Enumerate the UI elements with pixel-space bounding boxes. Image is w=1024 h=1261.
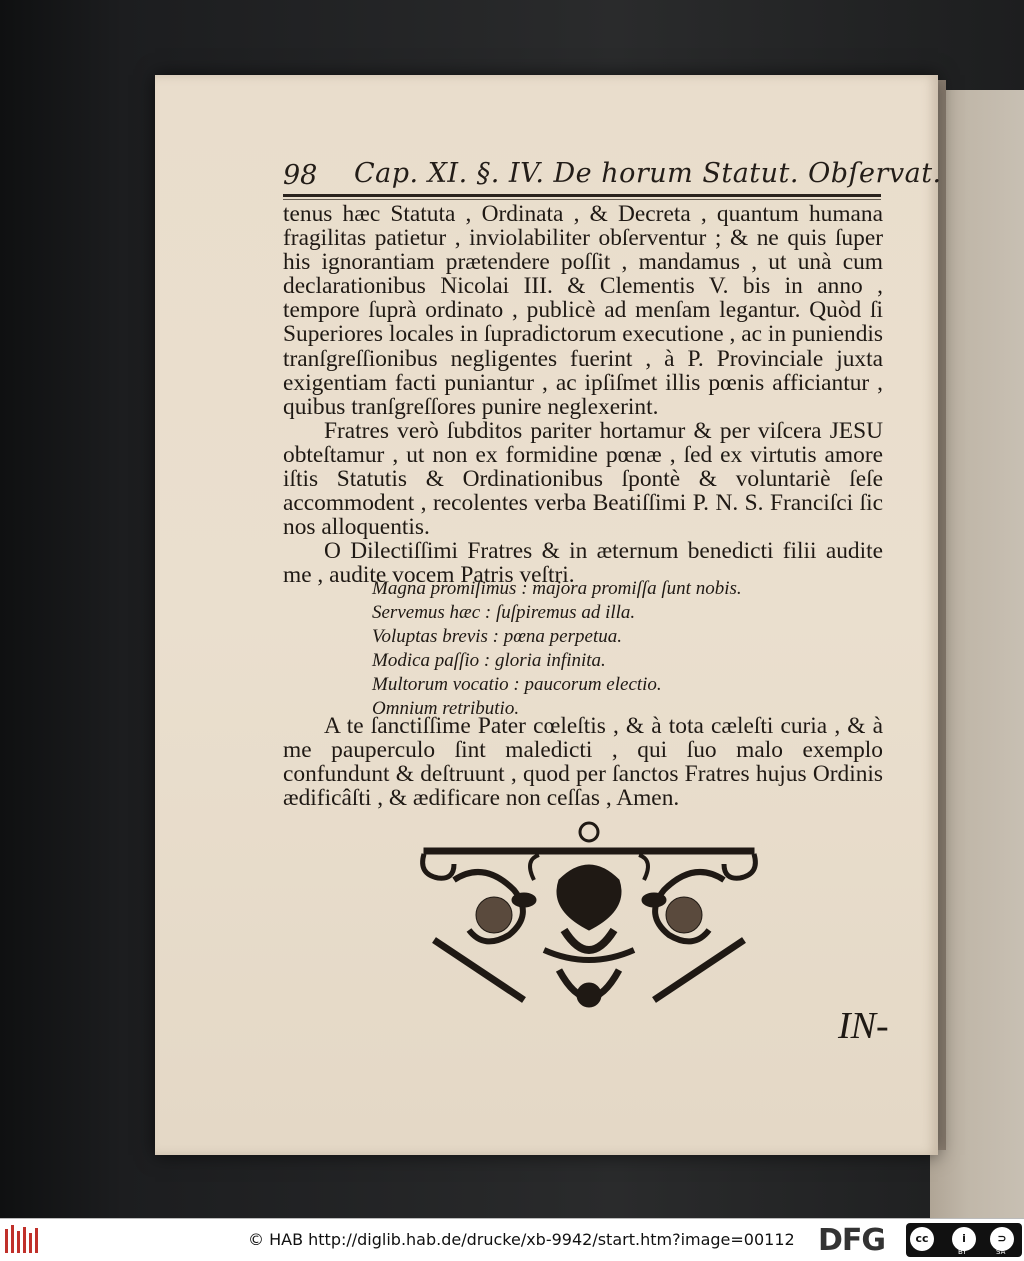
license-badge[interactable] (906, 1223, 1022, 1257)
tailpiece-ornament (414, 820, 764, 1030)
running-head: Cap. XI. §. IV. De horum Statut. Obſervat. (354, 158, 942, 189)
cc-icon: cc (910, 1227, 934, 1251)
header-rule-thin (283, 199, 881, 200)
verse-line: Modica paſſio : gloria infinita. (372, 650, 606, 671)
paragraph: tenus hæc Statuta , Ordinata , & Decreta , quantum humana fragilitas patietur , inviolabiliter obſerventur ; & ne quis ſuper his ignorantiam prætendere poſſit , mandamus , ut unà cum declarationibus Nicolai III. & Clementis V. bis in anno , tempore ſuprà ordinato , publicè ad menſam legantur. Quòd ſi Superiores locales in ſupradictorum executione , ac in puniendis tranſgreſſionibus negligentes fuerint , à P. Provinciale juxta exigentiam facti puniantur , ac ipſiſmet illis pœnis afficiantur , quibus tranſgreſſores punire neglexerint. (283, 201, 883, 420)
verse-line: Voluptas brevis : pœna perpetua. (372, 626, 622, 647)
library-logo-icon (4, 1225, 40, 1255)
header-rule (283, 194, 881, 197)
attribution-icon: i (952, 1227, 976, 1251)
body-text (283, 202, 883, 588)
paragraph: A te ſanctiſſime Pater cœleſtis , & à tota cæleſti curia , & à me pauperculo ſint maledicti , qui ſuo malo exemplo confundunt & deſtruunt , quod per ſanctos Fratres hujus Ordinis ædificâſti , & ædificare non ceſſas , Amen. (283, 713, 883, 812)
verse-line: Multorum vocatio : paucorum electio. (372, 674, 662, 695)
verse-line: Magna promiſimus : majora promiſſa ſunt nobis. (372, 578, 742, 599)
verse-block (372, 577, 832, 721)
verse-line: Omnium retributio. (372, 698, 520, 719)
footer-bar (0, 1218, 1024, 1261)
page-number: 98 (283, 160, 318, 191)
paragraph: O Dilectiſſimi Fratres & in æternum benedicti filii audite me , audite vocem Patris veſtri. (283, 538, 883, 589)
funder-logo: DFG (818, 1223, 886, 1258)
credit-link[interactable]: © HAB http://diglib.hab.de/drucke/xb-9942/start.htm?image=00112 (248, 1230, 795, 1249)
page-header (283, 158, 942, 198)
paragraph: Fratres verò ſubditos pariter hortamur & per viſcera JESU obteſtamur , ut non ex formidine pœnæ , ſed ex virtutis amore iſtis Statutis & Ordinationibus ſpontè & voluntariè ſeſe accommodent , recolentes verba Beatiſſimi P. N. S. Franciſci ſic nos alloquentis. (283, 417, 883, 541)
license-label-sa: SA (996, 1248, 1006, 1256)
catchword: IN- (838, 1005, 889, 1047)
verse-line: Servemus hæc : ſuſpiremus ad illa. (372, 602, 636, 623)
share-alike-icon: ⊃ (990, 1227, 1014, 1251)
closing-paragraph (283, 714, 883, 810)
license-label-by: BY (958, 1248, 967, 1256)
